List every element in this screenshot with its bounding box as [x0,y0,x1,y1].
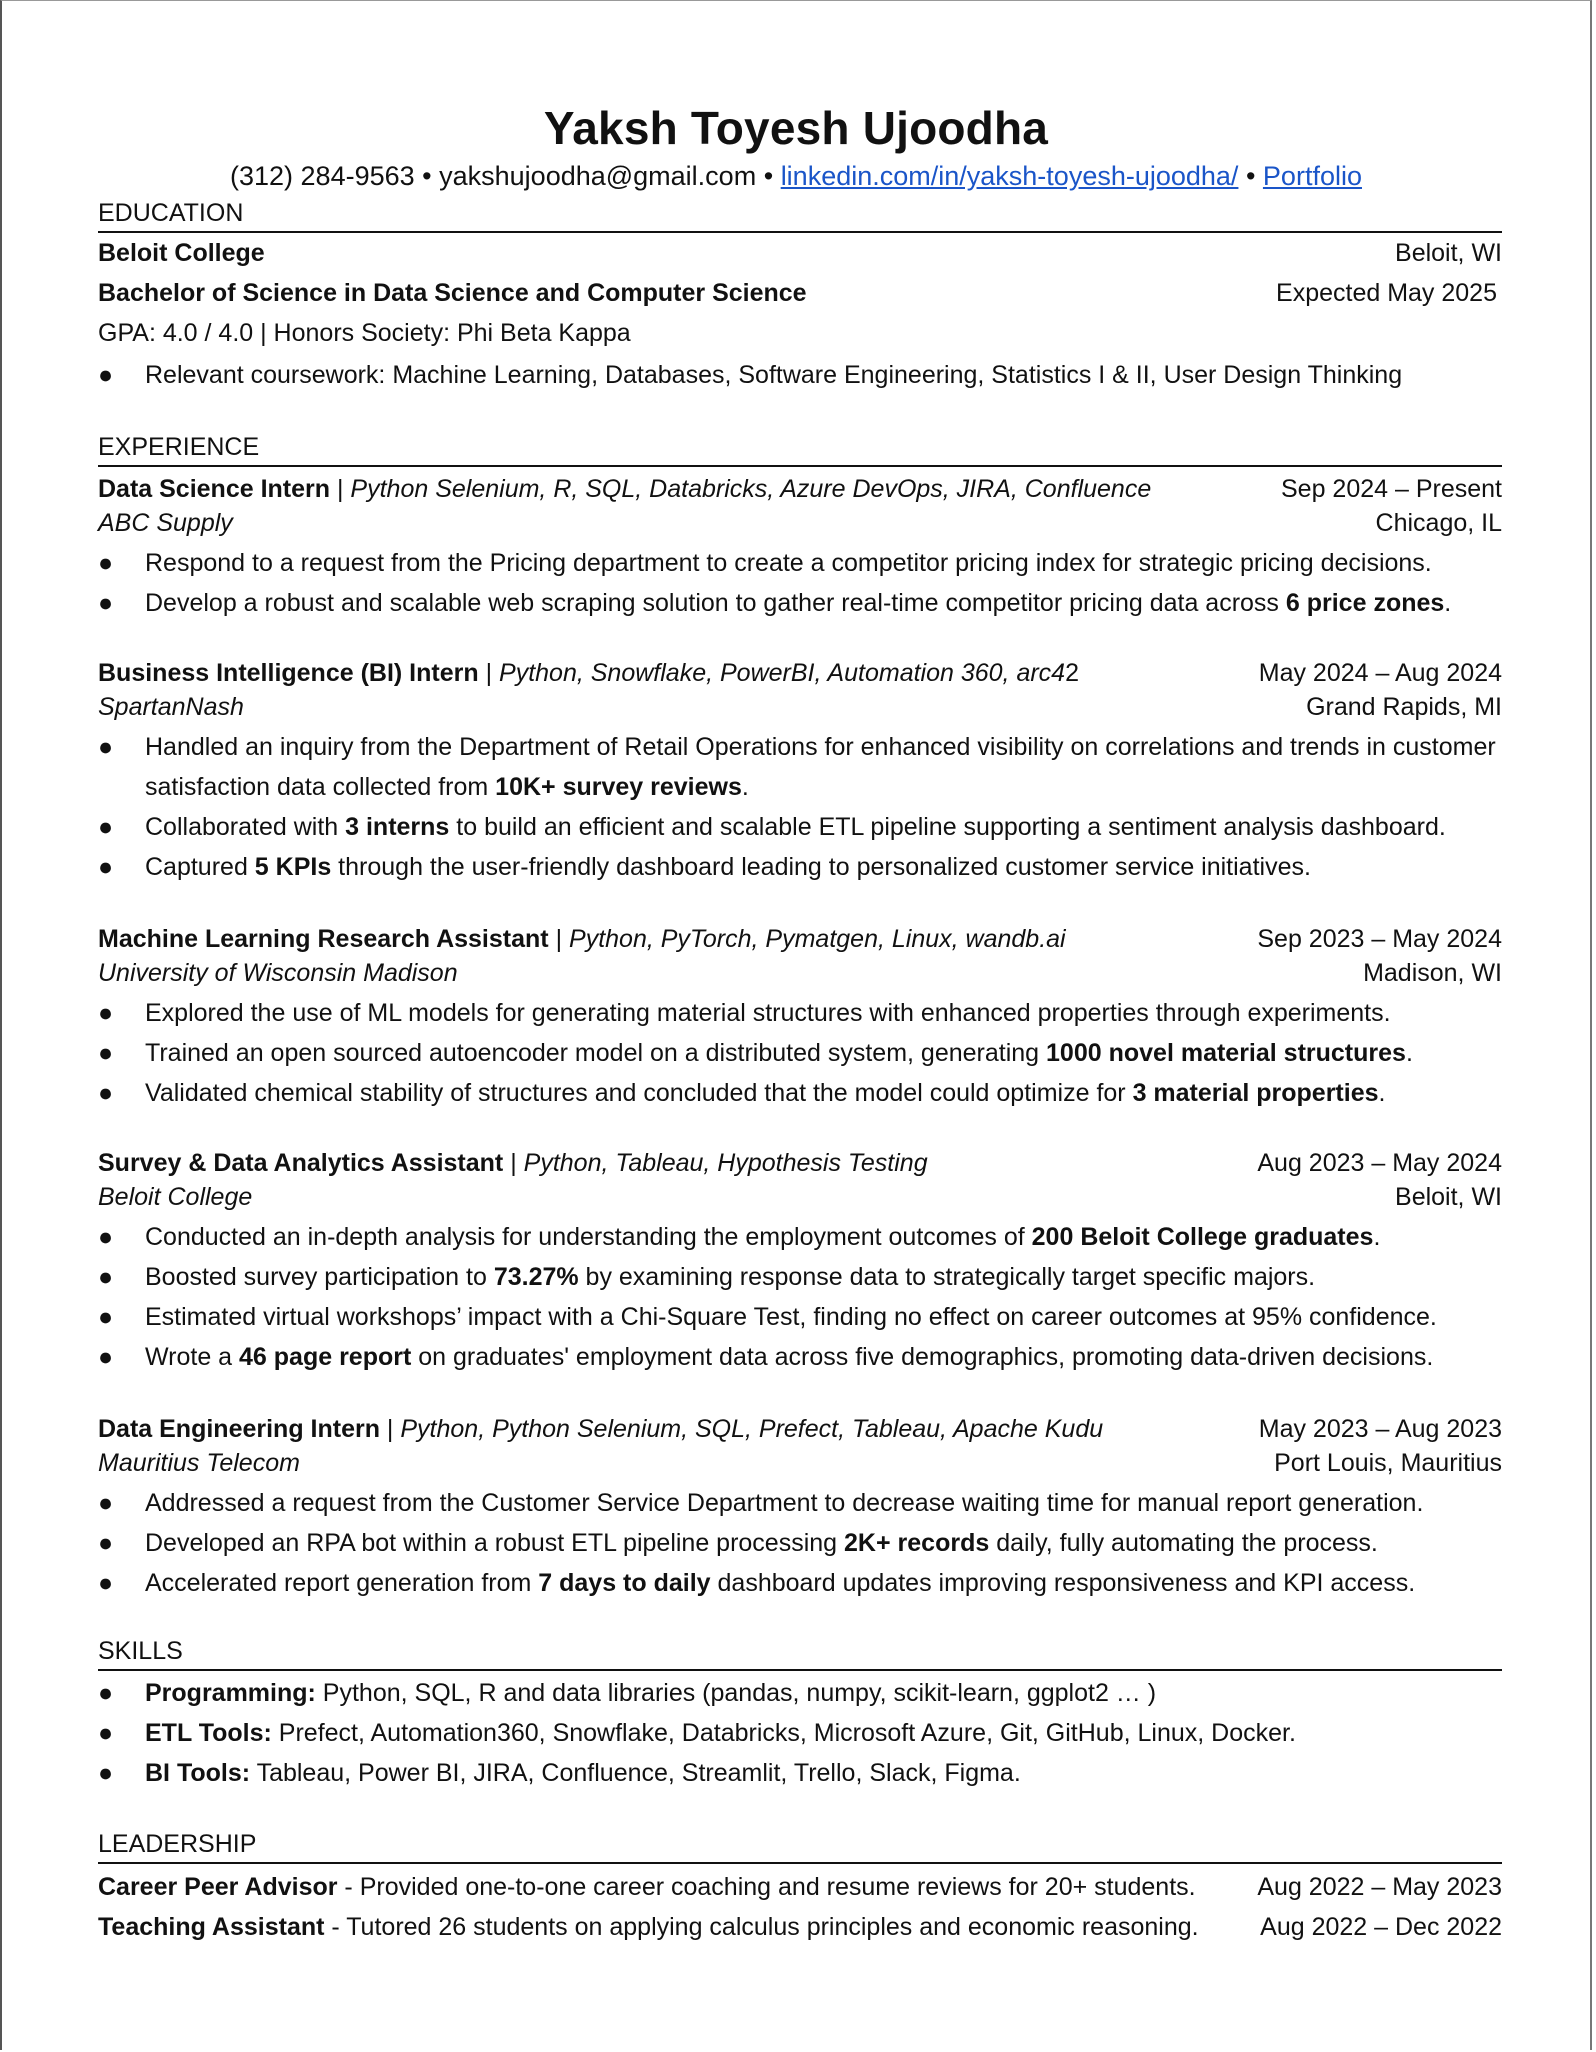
bullet-text-part: . [741,773,749,801]
phone: (312) 284-9563 [230,161,415,191]
section-skills-heading: SKILLS [98,1637,1502,1671]
section-leadership-heading: LEADERSHIP [98,1830,1502,1864]
bullet-text [145,807,1505,847]
pipe: | [379,1415,401,1443]
pipe: | [478,659,500,687]
job-title: Survey & Data Analytics Assistant [98,1149,504,1177]
degree: Bachelor of Science in Data Science and Computer Science [98,279,807,307]
job-location: Port Louis, Mauritius [1274,1449,1502,1477]
job-org: Beloit College [98,1183,253,1211]
bullet-text-part: through the user-friendly dashboard leading to personalized customer service initiatives. [331,853,1311,881]
bullet-highlight: 1000 novel material structures [1046,1039,1406,1067]
bullet-text-part: Conducted an in-depth analysis for understanding the employment outcomes of [145,1223,1032,1251]
coursework: Relevant coursework: Machine Learning, Databases, Software Engineering, Statistics I & II, User Design Thinking [145,361,1403,389]
job-title-row [98,925,1502,957]
email: yakshujoodha@gmail.com [439,161,757,191]
bullet-text-part: . [1444,589,1452,617]
section-experience-heading: EXPERIENCE [98,433,1502,467]
job-org: Mauritius Telecom [98,1449,300,1477]
bullet-text-part: Collaborated with [145,813,346,841]
job-tools-tail: 2 [1065,659,1079,687]
bullet-text-part: daily, fully automating the process. [989,1529,1378,1557]
school-name: Beloit College [98,239,265,267]
job-title-row [98,1415,1502,1447]
bullet-highlight: 46 page report [239,1343,412,1371]
skill-text [145,1673,1505,1713]
job-title: Data Science Intern [98,475,331,503]
job-tools: Python, Tableau, Hypothesis Testing [523,1149,928,1177]
leadership-dates: Aug 2022 – May 2023 [1257,1873,1502,1901]
leadership-row [98,1913,1502,1945]
bullet-text [145,1217,1505,1257]
bullet-text-part: Trained an open sourced autoencoder model on a distributed system, generating [145,1039,1047,1067]
pipe: | [330,475,351,503]
skill-label: Programming: [145,1679,316,1707]
skill-label: BI Tools: [145,1759,251,1787]
bullet-text-part: Respond to a request from the Pricing department to create a competitor pricing index for strategic pricing decisions. [145,549,1432,577]
bullet-text [145,1337,1505,1377]
school-location: Beloit, WI [1395,239,1502,267]
bullet-text-part: . [1405,1039,1413,1067]
pipe: | [503,1149,524,1177]
job-org-row [98,1449,1502,1481]
skill-label: ETL Tools: [145,1719,272,1747]
job-dates: Aug 2023 – May 2024 [1257,1149,1502,1177]
bullet-highlight: 6 price zones [1285,589,1445,617]
job-location: Beloit, WI [1395,1183,1502,1211]
bullet-glyph: ● [98,1079,114,1107]
bullet-glyph: ● [98,1303,114,1331]
bullet-glyph: ● [98,1679,114,1707]
bullet-text-part: Captured [145,853,255,881]
job-org-row [98,1183,1502,1215]
bullet-glyph: ● [98,853,114,881]
bullet-glyph: ● [98,1569,114,1597]
bullet-text [145,993,1505,1033]
bullet-glyph: ● [98,1529,114,1557]
bullet-text [145,1073,1505,1113]
leadership-role: Career Peer Advisor [98,1873,338,1901]
expected-date: Expected May 2025 [1276,279,1497,307]
bullet-text [145,583,1505,623]
bullet-glyph: ● [98,361,114,389]
bullet-text-part: Explored the use of ML models for generating material structures with enhanced properties through experiments. [145,999,1391,1027]
skill-values: Prefect, Automation360, Snowflake, Databricks, Microsoft Azure, Git, GitHub, Linux, Docker. [271,1719,1296,1747]
bullet-text-part: Developed an RPA bot within a robust ETL pipeline processing [145,1529,845,1557]
job-dates: Sep 2023 – May 2024 [1257,925,1502,953]
job-title: Business Intelligence (BI) Intern [98,659,479,687]
bullet-text [145,727,1505,807]
bullet-text-part: on graduates' employment data across five demographics, promoting data-driven decisions. [411,1343,1434,1371]
bullet-text-part: Addressed a request from the Customer Service Department to decrease waiting time for manual report generation. [145,1489,1424,1517]
bullet-text [145,1297,1505,1337]
bullet-glyph: ● [98,1719,114,1747]
separator: • [422,161,432,191]
education-degree-row [98,279,1502,311]
job-location: Grand Rapids, MI [1306,693,1502,721]
candidate-name: Yaksh Toyesh Ujoodha [543,102,1049,154]
bullet-text-part: Boosted survey participation to [145,1263,494,1291]
job-title: Machine Learning Research Assistant [98,925,549,953]
job-dates: Sep 2024 – Present [1281,475,1502,503]
skill-text [145,1753,1505,1793]
job-tools: Python, Python Selenium, SQL, Prefect, Tableau, Apache Kudu [400,1415,1104,1443]
bullet-highlight: 3 interns [345,813,450,841]
bullet-text [145,1483,1505,1523]
bullet-glyph: ● [98,1263,114,1291]
leadership-row [98,1873,1502,1905]
gpa-line: GPA: 4.0 / 4.0 | Honors Society: Phi Beta Kappa [98,319,631,347]
bullet-highlight: 10K+ survey reviews [495,773,742,801]
bullet-text [145,1523,1505,1563]
bullet-glyph: ● [98,549,114,577]
portfolio-link[interactable]: Portfolio [1262,161,1362,191]
bullet-glyph: ● [98,589,114,617]
job-title-row [98,475,1502,507]
bullet-glyph: ● [98,1759,114,1787]
bullet-glyph: ● [98,1489,114,1517]
pipe: | [548,925,570,953]
leadership-desc: - Tutored 26 students on applying calculus principles and economic reasoning. [324,1913,1199,1941]
job-title-row [98,659,1502,691]
separator: • [763,161,774,191]
job-org: SpartanNash [98,693,244,721]
separator: • [1245,161,1256,191]
job-tools: Python, PyTorch, Pymatgen, Linux, wandb.ai [569,925,1066,953]
job-location: Chicago, IL [1375,509,1502,537]
bullet-text [145,543,1505,583]
job-location: Madison, WI [1363,959,1502,987]
bullet-text-part: to build an efficient and scalable ETL pipeline supporting a sentiment analysis dashboard. [449,813,1446,841]
leadership-dates: Aug 2022 – Dec 2022 [1260,1913,1502,1941]
bullet-highlight: 73.27% [493,1263,579,1291]
job-title: Data Engineering Intern [98,1415,380,1443]
bullet-text-part: . [1373,1223,1381,1251]
section-education-heading: EDUCATION [98,199,1502,233]
bullet-text [145,1033,1505,1073]
leadership-desc: - Provided one-to-one career coaching and resume reviews for 20+ students. [337,1873,1196,1901]
bullet-highlight: 5 KPIs [254,853,332,881]
bullet-text-part: . [1378,1079,1386,1107]
bullet-text-part: dashboard updates improving responsiveness and KPI access. [710,1569,1416,1597]
bullet-glyph: ● [98,1039,114,1067]
job-org-row [98,959,1502,991]
bullet-text [145,1563,1505,1603]
bullet-highlight: 200 Beloit College graduates [1031,1223,1374,1251]
bullet-text-part: Wrote a [145,1343,240,1371]
job-org: University of Wisconsin Madison [98,959,458,987]
job-org-row [98,509,1502,541]
skill-values: Python, SQL, R and data libraries (pandas, numpy, scikit-learn, ggplot2 … ) [315,1679,1157,1707]
leadership-role: Teaching Assistant [98,1913,325,1941]
bullet-text [145,1257,1505,1297]
bullet-text-part: Develop a robust and scalable web scraping solution to gather real-time competitor pricing data across [145,589,1286,617]
bullet-text-part: Estimated virtual workshops’ impact with a Chi-Square Test, finding no effect on career outcomes at 95% confidence. [145,1303,1437,1331]
job-dates: May 2023 – Aug 2023 [1258,1415,1502,1443]
bullet-glyph: ● [98,733,114,761]
job-tools: Python, Snowflake, PowerBI, Automation 360, arc4 [499,659,1066,687]
bullet-glyph: ● [98,1343,114,1371]
bullet-text [145,847,1505,887]
job-dates: May 2024 – Aug 2024 [1258,659,1502,687]
bullet-glyph: ● [98,999,114,1027]
education-school-row [98,239,1502,271]
job-tools: Python Selenium, R, SQL, Databricks, Azure DevOps, JIRA, Confluence [350,475,1152,503]
job-org: ABC Supply [98,509,233,537]
skill-text [145,1713,1505,1753]
job-org-row [98,693,1502,725]
job-title-row [98,1149,1502,1181]
linkedin-link[interactable]: linkedin.com/in/yaksh-toyesh-ujoodha/ [780,161,1239,191]
bullet-highlight: 7 days to daily [538,1569,711,1597]
bullet-highlight: 2K+ records [844,1529,990,1557]
skill-values: Tableau, Power BI, JIRA, Confluence, Streamlit, Trello, Slack, Figma. [250,1759,1021,1787]
bullet-highlight: 3 material properties [1132,1079,1379,1107]
bullet-glyph: ● [98,813,114,841]
bullet-text-part: Validated chemical stability of structures and concluded that the model could optimize for [145,1079,1133,1107]
bullet-text-part: by examining response data to strategically target specific majors. [578,1263,1316,1291]
bullet-text-part: Accelerated report generation from [145,1569,539,1597]
bullet-glyph: ● [98,1223,114,1251]
bullet-text-part: Handled an inquiry from the Department of Retail Operations for enhanced visibility on correlations and trends in customer satisfaction data collected from [145,733,1496,801]
contact-line [2,161,1590,192]
